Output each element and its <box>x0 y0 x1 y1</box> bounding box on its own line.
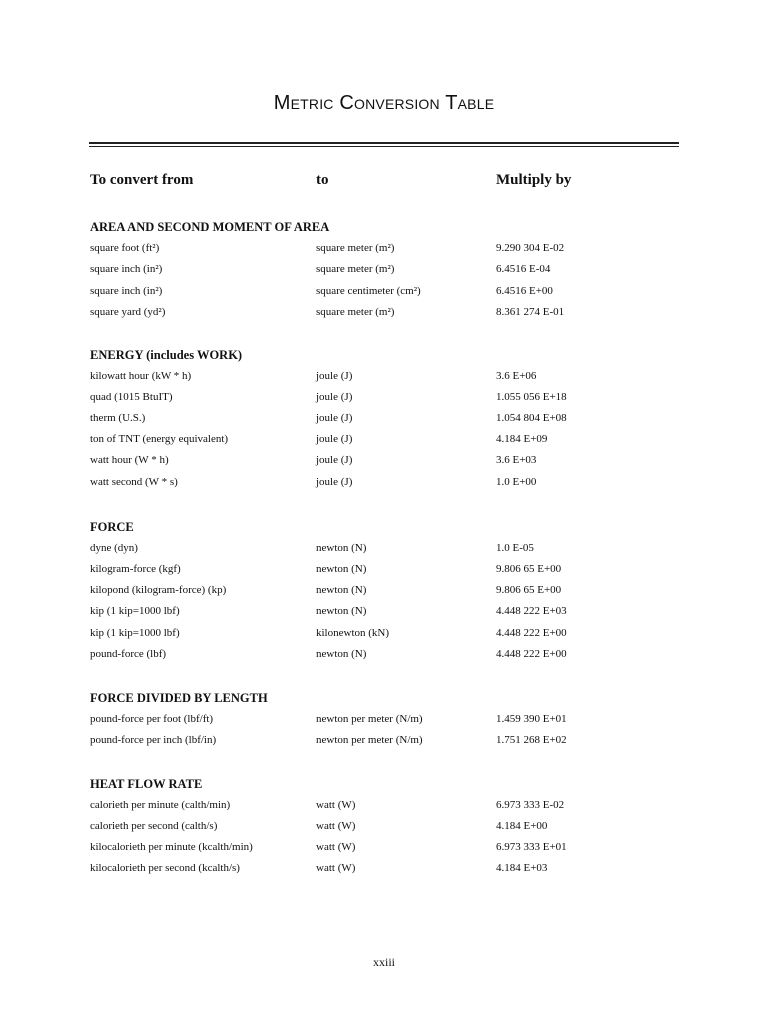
cell-from: square yard (yd²) <box>90 306 166 318</box>
cell-to: newton (N) <box>316 605 367 617</box>
cell-from: dyne (dyn) <box>90 542 138 554</box>
cell-factor: 1.0 E-05 <box>496 542 534 554</box>
cell-factor: 8.361 274 E-01 <box>496 306 565 318</box>
cell-to: watt (W) <box>316 841 356 853</box>
cell-from: kilogram-force (kgf) <box>90 563 181 575</box>
cell-from: ton of TNT (energy equivalent) <box>90 433 229 445</box>
cell-to: newton (N) <box>316 563 367 575</box>
cell-factor: 1.459 390 E+01 <box>496 713 567 725</box>
page-title: Metric Conversion Table <box>273 92 495 114</box>
cell-to: square meter (m²) <box>316 263 395 275</box>
cell-to: newton (N) <box>316 584 367 596</box>
cell-from: kilocalorieth per second (kcalth/s) <box>90 862 240 874</box>
cell-to: joule (J) <box>316 476 353 488</box>
cell-from: pound-force per inch (lbf/in) <box>90 734 217 746</box>
cell-from: pound-force per foot (lbf/ft) <box>90 713 214 725</box>
cell-to: joule (J) <box>316 433 353 445</box>
section-heading: ENERGY (includes WORK) <box>90 348 243 362</box>
cell-to: newton per meter (N/m) <box>316 734 423 746</box>
column-header-to: to <box>316 172 329 188</box>
cell-from: square inch (in²) <box>90 263 163 275</box>
cell-to: kilonewton (kN) <box>316 627 390 639</box>
cell-from: square foot (ft²) <box>90 242 160 254</box>
cell-to: newton per meter (N/m) <box>316 713 423 725</box>
cell-from: watt second (W * s) <box>90 476 178 488</box>
cell-from: therm (U.S.) <box>90 412 146 424</box>
cell-from: square inch (in²) <box>90 285 163 297</box>
cell-to: joule (J) <box>316 412 353 424</box>
cell-to: joule (J) <box>316 454 353 466</box>
cell-factor: 6.973 333 E-02 <box>496 799 565 811</box>
cell-from: calorieth per second (calth/s) <box>90 820 218 832</box>
cell-to: joule (J) <box>316 370 353 382</box>
cell-from: pound-force (lbf) <box>90 648 167 660</box>
cell-from: kilowatt hour (kW * h) <box>90 370 192 382</box>
cell-factor: 1.0 E+00 <box>496 476 537 488</box>
cell-to: watt (W) <box>316 799 356 811</box>
cell-to: square centimeter (cm²) <box>316 285 421 297</box>
cell-from: kip (1 kip=1000 lbf) <box>90 605 180 617</box>
cell-to: joule (J) <box>316 391 353 403</box>
cell-factor: 4.448 222 E+03 <box>496 605 567 617</box>
cell-factor: 9.806 65 E+00 <box>496 563 562 575</box>
cell-factor: 4.448 222 E+00 <box>496 627 567 639</box>
cell-to: watt (W) <box>316 862 356 874</box>
section-heading: FORCE <box>90 520 134 534</box>
cell-from: quad (1015 BtuIT) <box>90 391 173 403</box>
cell-from: calorieth per minute (calth/min) <box>90 799 231 811</box>
cell-from: kilocalorieth per minute (kcalth/min) <box>90 841 253 853</box>
cell-factor: 1.055 056 E+18 <box>496 391 567 403</box>
column-header-multiply: Multiply by <box>496 172 572 188</box>
cell-factor: 1.054 804 E+08 <box>496 412 567 424</box>
cell-factor: 1.751 268 E+02 <box>496 734 567 746</box>
page-number: xxiii <box>372 955 395 969</box>
cell-factor: 9.806 65 E+00 <box>496 584 562 596</box>
cell-factor: 3.6 E+03 <box>496 454 537 466</box>
cell-to: square meter (m²) <box>316 306 395 318</box>
cell-factor: 3.6 E+06 <box>496 370 537 382</box>
cell-factor: 4.448 222 E+00 <box>496 648 567 660</box>
section-heading: HEAT FLOW RATE <box>90 777 203 791</box>
cell-from: kip (1 kip=1000 lbf) <box>90 627 180 639</box>
cell-factor: 6.4516 E+00 <box>496 285 553 297</box>
column-header-from: To convert from <box>90 172 194 188</box>
cell-factor: 4.184 E+09 <box>496 433 548 445</box>
cell-factor: 6.973 333 E+01 <box>496 841 567 853</box>
cell-to: watt (W) <box>316 820 356 832</box>
cell-factor: 4.184 E+03 <box>496 862 548 874</box>
cell-to: newton (N) <box>316 648 367 660</box>
cell-factor: 9.290 304 E-02 <box>496 242 565 254</box>
cell-to: square meter (m²) <box>316 242 395 254</box>
cell-factor: 4.184 E+00 <box>496 820 548 832</box>
section-heading: FORCE DIVIDED BY LENGTH <box>90 691 268 705</box>
cell-factor: 6.4516 E-04 <box>496 263 551 275</box>
cell-from: watt hour (W * h) <box>90 454 169 466</box>
section-heading: AREA AND SECOND MOMENT OF AREA <box>90 220 330 234</box>
cell-from: kilopond (kilogram-force) (kp) <box>90 584 227 596</box>
cell-to: newton (N) <box>316 542 367 554</box>
